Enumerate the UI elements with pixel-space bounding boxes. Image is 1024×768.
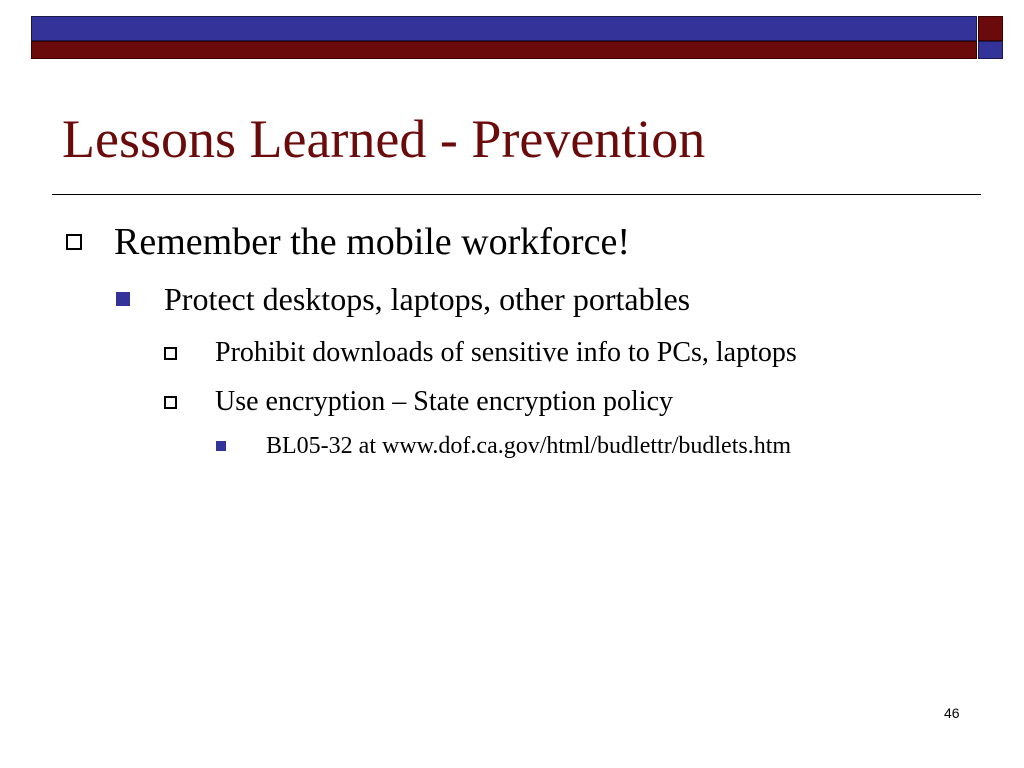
bullet-level-3 (164, 336, 797, 370)
bullet-level-3 (164, 385, 673, 419)
header-red-bar (31, 41, 977, 59)
header-red-square (978, 16, 1003, 41)
hollow-square-icon (164, 347, 177, 360)
bullet-level-4 (216, 431, 791, 461)
hollow-square-icon (66, 234, 82, 250)
bullet-text: Protect desktops, laptops, other portables (164, 280, 691, 317)
header-blue-bar (31, 16, 977, 41)
header-decoration (0, 0, 1024, 62)
filled-square-icon (216, 441, 226, 451)
hollow-square-icon (164, 396, 177, 409)
bullet-text: Use encryption – State encryption policy (215, 386, 673, 417)
slide-number: 46 (944, 705, 960, 721)
bullet-text: BL05-32 at www.dof.ca.gov/html/budlettr/budlets.htm (266, 432, 792, 459)
filled-square-icon (116, 292, 130, 306)
bullet-level-1 (66, 220, 630, 264)
bullet-level-2 (116, 279, 690, 319)
slide-title: Lessons Learned - Prevention (62, 109, 706, 169)
bullet-text: Remember the mobile workforce! (114, 221, 630, 263)
title-divider (52, 194, 981, 195)
bullet-text: Prohibit downloads of sensitive info to PCs, laptops (215, 337, 797, 368)
header-blue-square (978, 41, 1003, 59)
